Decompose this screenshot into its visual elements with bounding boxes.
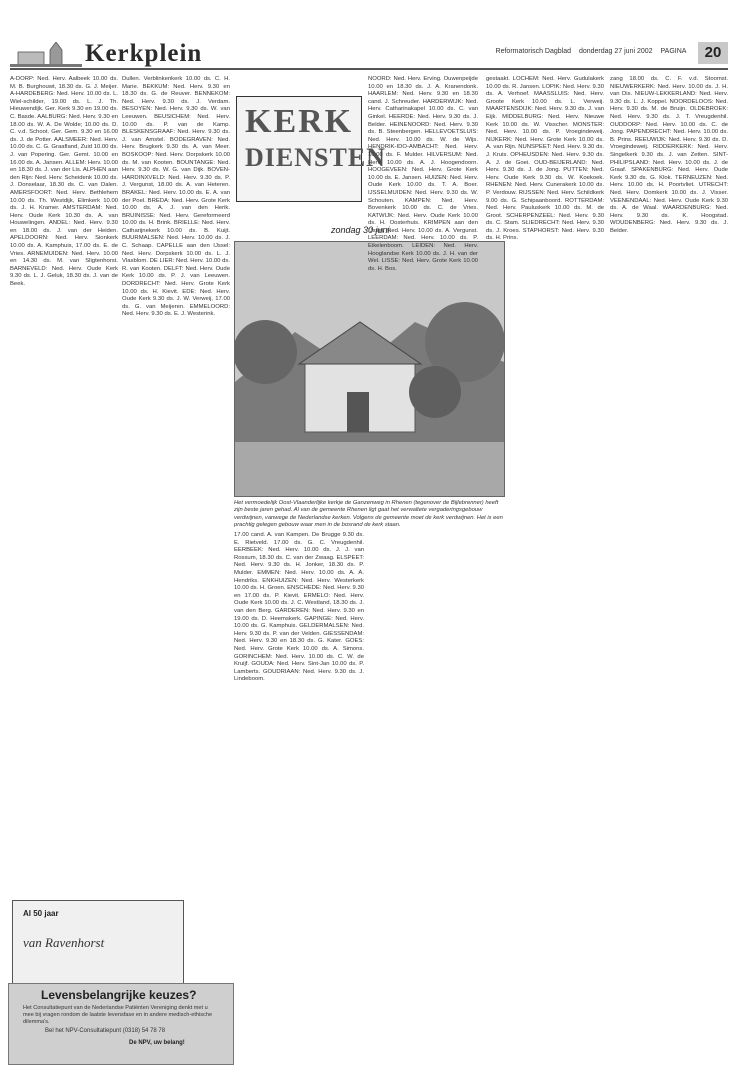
publication-date: donderdag 27 juni 2002 xyxy=(578,48,653,55)
header-divider xyxy=(10,68,728,70)
logo-line-1: KERK xyxy=(245,103,354,140)
page-number: 20 xyxy=(698,42,728,64)
banner-text: Het Consultatiepunt van de Nederlandse Patiënten Vereniging denkt met u mee bij vragen rondom de laatste levensfase en in andere medisch-ethische dilemma's. xyxy=(23,1005,213,1026)
npv-logo: De NPV, uw belang! xyxy=(129,1040,185,1046)
date-heading: zondag 30 juni xyxy=(331,225,390,235)
column-text: NOORD: Ned. Herv. Erving. Ouwenpeijde 10.00 en 18.30 ds. J. A. Kranendonk. HAARLEM: Ned. Herv. 9.30 en 18.30 cand. J. Schreuder. HARDERWIJK: Ned. Herv. Catharinakapel 10.00 ds. C. van Ginkel. HEERDE: Ned. Herv. 9.30 ds. J. Belder. HEINENOORD: Ned. Herv. 9.30 ds. B. Steenbergen. HELLEVOETSLUIS: Ned. Herv. 10.00 ds. W. de Wijs. HENDRIK-IDO-AMBACHT: Ned. Herv. 10.00 ds. F. Mulder. HILVERSUM: Ned. Herv. 10.00 ds. A. J. Hoogendoorn. HOOGEVEEN: Ned. Herv. Grote Kerk 10.00 ds. E. Jansen. HUIZEN: Ned. Herv. Oude Kerk 10.00 ds. T. A. Boer. IJSSELMUIDEN: Ned. Herv. 9.30 ds. W. Schouten. KAMPEN: Ned. Herv. Bovenkerk 10.00 ds. C. de Vries. KATWIJK: Ned. Herv. Oude Kerk 10.00 ds. H. Oosterhuis. KRIMPEN aan den IJssel: Ned. Herv. 10.00 ds. A. Vergunst. LEERDAM: Ned. Herv. 10.00 ds. P. Eikelenboom. LEIDEN: Ned. Herv. Hooglandse Kerk 10.00 ds. J. H. van der Wel. LISSE: Ned. Herv. Grote Kerk 10.00 ds. H. Bos. xyxy=(368,76,478,272)
banner-title: Levensbelangrijke keuzes? xyxy=(41,988,197,1002)
newspaper-name: Reformatorisch Dagblad xyxy=(495,48,572,55)
column-text: zang 18.00 ds. C. F. v.d. Stoomst. NIEUWERKERK: Ned. Herv. 10.00 ds. J. H. van Dis. NIEUW-LEKKERLAND: Ned. Herv. 9.30 ds. L. J. Koppel. NOORDELOOS: Ned. Herv. 9.30 ds. M. de Bruijn. OLDEBROEK: Ned. Herv. 9.30 ds. J. T. Vreugdenhil. OUDDORP: Ned. Herv. 10.00 ds. C. de Jong. PAPENDRECHT: Ned. Herv. 10.00 ds. B. Prins. REEUWIJK: Ned. Herv. 9.30 ds. D. Vroegindeweij. RIDDERKERK: Ned. Herv. Singelkerk 9.30 ds. J. van Zetten. SINT-PHILIPSLAND: Ned. Herv. 10.00 ds. J. de Graaf. SPAKENBURG: Ned. Herv. Oude Kerk 9.30 ds. G. Klok. TERNEUZEN: Ned. Herv. 10.00 ds. H. Poortvliet. UTRECHT: Ned. Herv. Domkerk 10.00 ds. J. Visser. VEENENDAAL: Ned. Herv. Oude Kerk 9.30 ds. A. de Waal. WAARDENBURG: Ned. Herv. 9.30 ds. K. Hoogstad. WOUDENBERG: Ned. Herv. 9.30 ds. J. Belder. xyxy=(610,76,728,234)
column-4 xyxy=(368,76,478,1066)
column-1 xyxy=(10,76,118,896)
banner-phone: Bel het NPV-Consultatiepunt (0318) 54 78 78 xyxy=(45,1028,166,1034)
page-label: PAGINA xyxy=(660,48,687,55)
column-text: Dullen. Verblinkenkerk 10.00 ds. C. H. Marie. BEKKUM: Ned. Herv. 9.30 en 18.30 ds. G. de Reuver. BENNEKOM: Ned. Herv. 9.30 ds. J. Verdam. BESOYEN: Ned. Herv. 9.30 ds. W. van Leeuwen. BEUSICHEM: Ned. Herv. 10.00 ds. P. van de Kamp. BLESKENSGRAAF: Ned. Herv. 9.30 ds. J. van Amstel. BODEGRAVEN: Ned. Herv. Brugkerk 9.30 ds. A. van Meer. BOSKOOP: Ned. Herv. Dorpskerk 10.00 ds. M. van Kooten. BOUNTANGE: Ned. Herv. 9.30 ds. W. G. van Dijk. BOVEN-HARDINXVELD: Ned. Herv. 9.30 ds. P. J. Vergunst, 18.00 ds. A. van Heteren. BRAKEL: Ned. Herv. 10.00 ds. E. A. van der Poel. BREDA: Ned. Herv. Grote Kerk 10.00 ds. A. J. van den Herik. BRUINISSE: Ned. Herv. Gereformeerd 10.00 ds. H. Brink. BRIELLE: Ned. Herv. Catharijnekerk 10.00 ds. B. Kuijt. BUURMALSEN: Ned. Herv. 10.00 ds. J. C. Schaap. CAPELLE aan den IJssel: Ned. Herv. Dorpskerk 10.00 ds. L. J. Vlasblom. DE LIER: Ned. Herv. 10.00 ds. R. van Kooten. DELFT: Ned. Herv. Oude Kerk 10.00 ds. P. J. van Leeuwen. DORDRECHT: Ned. Herv. Grote Kerk 10.00 ds. H. Kievit. EDE: Ned. Herv. Oude Kerk 9.30 ds. J. W. Verweij, 17.00 ds. G. van Meijeren. EMMELOORD: Ned. Herv. 9.30 ds. E. J. Westerink. xyxy=(122,76,230,318)
page-header xyxy=(10,42,728,70)
ad-heading: Al 50 jaar xyxy=(23,909,59,918)
ad-company-name: van Ravenhorst xyxy=(23,935,105,950)
logo-line-2: DIENSTEN xyxy=(245,143,386,172)
photo-caption: Het vermoedelijk Oost-Vlaanderlijke kerkje de Ganzenweg in Rhenen (tegenover de Bijlebrenner) heeft zijn beste jaren gehad. Al van de gemeente Rhenen ligt gaat het verwaltete vergaderingsgebouw verdwijnen, vanwege de Nederlandse kerken. Volgens de gemeente moet de kerk verdwijnen. Het is een prachtig gelegen gebouw waar men in de bosrand de kerk staan. xyxy=(234,500,503,529)
header-meta xyxy=(490,48,728,55)
column-6 xyxy=(610,76,728,1066)
column-text: A-DORP: Ned. Herv. Aalbeek 10.00 ds. M. B. Burghouwt, 18.30 ds. G. J. Meijer. A-HARDEBERG: Ned. Herv. 10.00 ds. L. Wiel-schilder, 19.00 ds. L. J. Th. Hieuwendijk. Ger. Kerk 9.30 en 19.00 ds. C. Basde. AALBURG: Ned. Herv. 9.30 en 18.00 ds. W. A. De Wolde; 10.00 ds. D. C. v.d. Schoot. Ger. Gem. 9.30 en 16.00 ds. J. de Potter. AALSMEER: Ned. Herv. 10.00 ds. C. G. Graafland, Zuid 10.00 ds. J. van Popering. Ger. Gemt. 10.00 en 16.00 ds. A. Jansen. ALLEM: Herv. 10.00 en 18.30 ds. J. van der Lis. ALPHEN aan den Rijn: Ned. Herv. Scheidenk 10.00 ds. J. Donselaar, 18.30 ds. C. van Dalen. AMERSFOORT: Ned. Herv. Bethlehem 10.00 ds. Th. Westdijk, Elimkerk 10.00 ds. J. H. Kramer. AMSTERDAM: Ned. Herv. Oude Kerk 10.30 ds. A. van Houwelingen. ANDEL: Ned. Herv. 9.30 en 18.00 ds. J. van der Heiden. APELDOORN: Ned. Herv. Sionkerk 10.00 ds. A. Kamphuis, 17.00 ds. E. de Vries. ARNEMUIDEN: Ned. Herv. 10.00 en 14.30 ds. M. van Sligtenhorst. BARNEVELD: Ned. Herv. Oude Kerk 9.30 ds. L. J. Geluk, 18.30 ds. J. van de Beek. xyxy=(10,76,118,288)
column-3 xyxy=(234,532,364,1066)
column-text: 17.00 cand. A. van Kampen. De Brugge 9.30 ds. E. Rietveld. 17.00 ds. G. C. Vreugdenhil. EERBEEK: Ned. Herv. 10.00 ds. J. J. van Rossum, 18.30 ds. C. van der Zwaag. ELSPEET: Ned. Herv. 9.30 ds. H. Jonker, 18.30 ds. P. Mulder. EMMEN: Ned. Herv. 10.00 ds. A. A. Hendriks. ENKHUIZEN: Ned. Herv. Westerkerk 10.00 ds. H. Groen. ENSCHEDE: Ned. Herv. 9.30 en 17.00 ds. P. Kievit. ERMELO: Ned. Herv. Oude Kerk 10.00 ds. J. C. Westland, 18.30 ds. J. van den Berg. GARDEREN: Ned. Herv. 9.30 en 19.00 ds. D. Heemskerk. GAPINGE: Ned. Herv. 10.00 ds. G. Kamphuis. GELDERMALSEN: Ned. Herv. 9.30 ds. P. van der Velden. GIESSENDAM: Ned. Herv. 9.30 en 18.30 ds. G. Kater. GOES: Ned. Herv. Grote Kerk 10.00 ds. A. Simons. GORINCHEM: Ned. Herv. 10.00 ds. C. W. de Kruijf. GOUDA: Ned. Herv. Sint-Jan 10.00 ds. P. Lamberts. GOUDRIAAN: Ned. Herv. 9.30 ds. J. Lindeboom. xyxy=(234,532,364,683)
page-title: Kerkplein xyxy=(85,40,203,67)
kerkdiensten-logo xyxy=(236,96,386,202)
advertisement-van-ravenhorst xyxy=(12,900,184,984)
church-illustration xyxy=(10,42,82,68)
column-5 xyxy=(486,76,604,1066)
npv-advertisement xyxy=(8,983,234,1065)
column-text: gestaakt. LOCHEM: Ned. Herv. Gudulakerk 10.00 ds. R. Jansen. LOPIK: Ned. Herv. 9.30 ds. A. Verhoef. MAASSLUIS: Ned. Herv. Groote Kerk 10.00 ds. L. Verweij. MAARTENSDIJK: Ned. Herv. 9.30 ds. J. van Eijk. MIDDELBURG: Ned. Herv. Nieuwe Kerk 10.00 ds. W. Visscher. MONSTER: Ned. Herv. 10.00 ds. P. Vroegindeweij. NIJKERK: Ned. Herv. Grote Kerk 10.00 ds. A. van Rijn. NUNSPEET: Ned. Herv. 9.30 ds. J. Kruis. OPHEUSDEN: Ned. Herv. 9.30 ds. A. J. de Goei. OUD-BEIJERLAND: Ned. Herv. 9.30 ds. J. de Jong. PUTTEN: Ned. Herv. Oude Kerk 9.30 ds. W. Koekoek. RHENEN: Ned. Herv. Cunerakerk 10.00 ds. P. Verdouw. RIJSSEN: Ned. Herv. Schildkerk 9.00 ds. G. Schipaanboord. ROTTERDAM: Ned. Herv. Pauluskerk 10.00 ds. M. de Groot. SCHERPENZEEL: Ned. Herv. 9.30 ds. C. Stam. SLIEDRECHT: Ned. Herv. 9.30 ds. J. Kroes. STAPHORST: Ned. Herv. 9.30 ds. H. Prins. xyxy=(486,76,604,242)
